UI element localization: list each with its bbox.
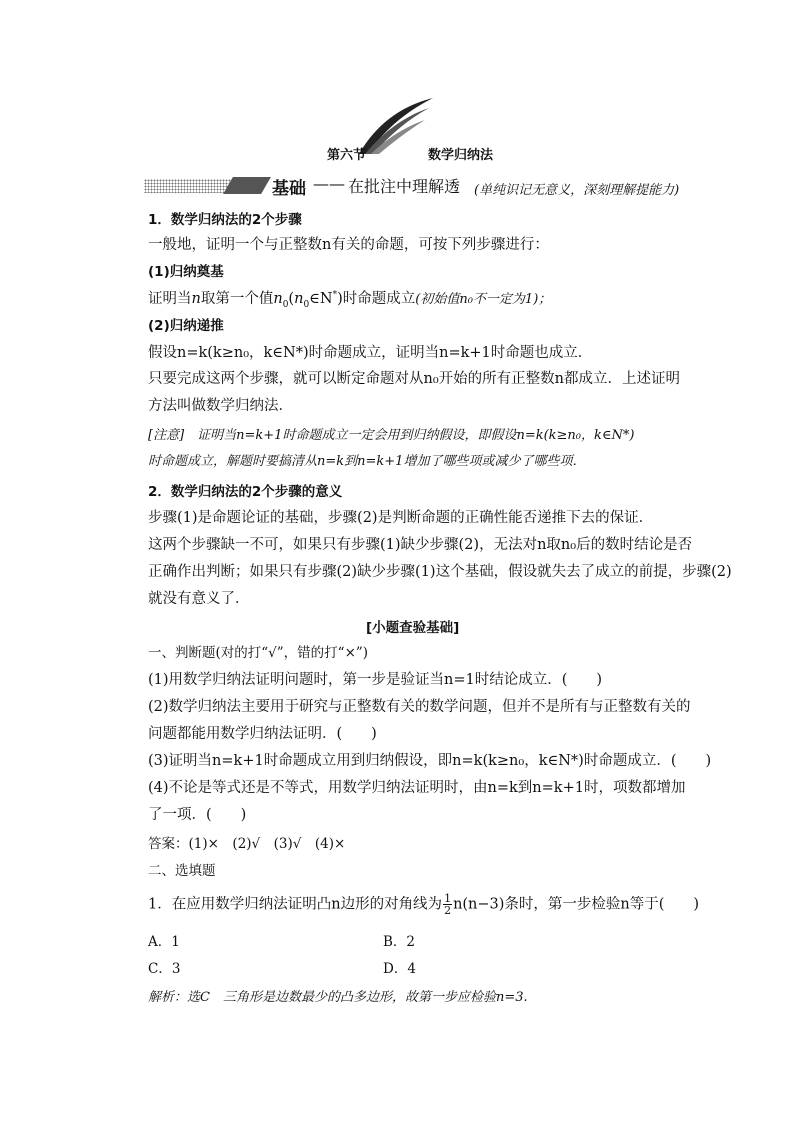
swoosh-icon: [355, 96, 435, 156]
quiz-part2: 二、选填题: [148, 863, 216, 879]
question-4-line1: (4)不论是等式还是不等式，用数学归纳法证明时，由n=k到n=k+1时，项数都增加: [148, 780, 686, 796]
question-2-line1: (2)数学归纳法主要用于研究与正整数有关的数学问题，但并不是所有与正整数有关的: [148, 699, 691, 715]
note-line2: 时命题成立，解题时要搞清从n=k到n=k+1增加了哪些项或减少了哪些项．: [148, 454, 586, 469]
step1-part: 取第一个值: [200, 291, 274, 307]
step2-label: (2)归纳递推: [148, 318, 224, 334]
fraction-denominator: 2: [444, 904, 452, 917]
note-line1: [注意] 证明当n=k+1时命题成立一定会用到归纳假设，即假设n=k(k≥n₀，k∈N*): [148, 428, 635, 443]
banner-main: 基础: [272, 179, 306, 199]
mc-question: [148, 893, 699, 916]
paragraph-4-line1: 这两个步骤缺一不可，如果只有步骤(1)缺少步骤(2)，无法对n取n₀后的数时结论是否: [148, 537, 693, 553]
question-1: (1)用数学归纳法证明问题时，第一步是验证当n=1时结论成立．( ): [148, 672, 603, 688]
option-d: D．4: [383, 961, 416, 977]
banner-bar: [223, 177, 271, 194]
var-n: n: [294, 291, 304, 307]
subscript: 0: [303, 299, 310, 310]
question-2-line2: 问题都能用数学归纳法证明．( ): [148, 726, 377, 742]
option-c: C．3: [148, 961, 181, 977]
var-n: n: [191, 291, 201, 307]
heading-2: 2．数学归纳法的2个步骤的意义: [148, 484, 343, 500]
section-title: 数学归纳法: [428, 148, 494, 163]
banner-dots: [144, 179, 234, 193]
step1-text: [148, 291, 551, 308]
fraction-numerator: 1: [444, 892, 452, 905]
mc-suffix: n(n−3)条时，第一步检验n等于( ): [453, 896, 700, 913]
heading-1: 1．数学归纳法的2个步骤: [148, 212, 302, 228]
answer: 答案：(1)× (2)√ (3)√ (4)×: [148, 836, 346, 852]
question-4-line2: 了一项．( ): [148, 807, 247, 823]
section-label: 第六节: [327, 148, 367, 163]
step1-part: ∈N: [309, 291, 333, 307]
banner-note: (单纯识记无意义，深刻理解提能力): [474, 183, 680, 198]
paragraph-2-line2: 方法叫做数学归纳法．: [148, 398, 293, 414]
step1-note: (初始值n₀不一定为1)；: [415, 292, 552, 307]
banner-subtitle: 在批注中理解透: [348, 177, 461, 196]
step2-text: 假设n=k(k≥n₀，k∈N*)时命题成立，证明当n=k+1时命题也成立．: [148, 345, 593, 361]
superscript: *: [332, 290, 338, 301]
mc-prefix: 1．在应用数学归纳法证明凸n边形的对角线为: [148, 896, 443, 913]
paragraph-4-line2: 正确作出判断；如果只有步骤(2)缺少步骤(1)这个基础，假设就失去了成立的前提，步骤(2): [148, 564, 732, 580]
quiz-title: [小题查验基础]: [366, 620, 460, 636]
paragraph-4-line3: 就没有意义了．: [148, 591, 250, 607]
fraction-one-half: [443, 893, 452, 916]
step1-part: (: [288, 291, 295, 307]
paragraph-3: 步骤(1)是命题论证的基础，步骤(2)是判断命题的正确性能否递推下去的保证．: [148, 510, 654, 526]
subscript: 0: [282, 299, 289, 310]
option-b: B．2: [383, 934, 416, 950]
paragraph-2-line1: 只要完成这两个步骤，就可以断定命题对从n₀开始的所有正整数n都成立．上述证明: [148, 371, 680, 387]
section-banner: [144, 174, 680, 200]
quiz-part1: 一、判断题(对的打“√”，错的打“×”): [148, 645, 369, 661]
option-a: A．1: [148, 934, 180, 950]
step1-label: (1)归纳奠基: [148, 264, 224, 280]
banner-dash: ——: [313, 174, 345, 193]
step1-part: )时命题成立: [337, 291, 416, 307]
var-n: n: [273, 291, 283, 307]
step1-part: 证明当: [148, 291, 192, 307]
question-3: (3)证明当n=k+1时命题成立用到归纳假设，即n=k(k≥n₀，k∈N*)时命题成立．( ): [148, 753, 712, 769]
solution: 解析：选C 三角形是边数最少的凸多边形，故第一步应检验n=3.: [148, 990, 528, 1005]
paragraph-1: 一般地，证明一个与正整数n有关的命题，可按下列步骤进行：: [148, 237, 549, 253]
